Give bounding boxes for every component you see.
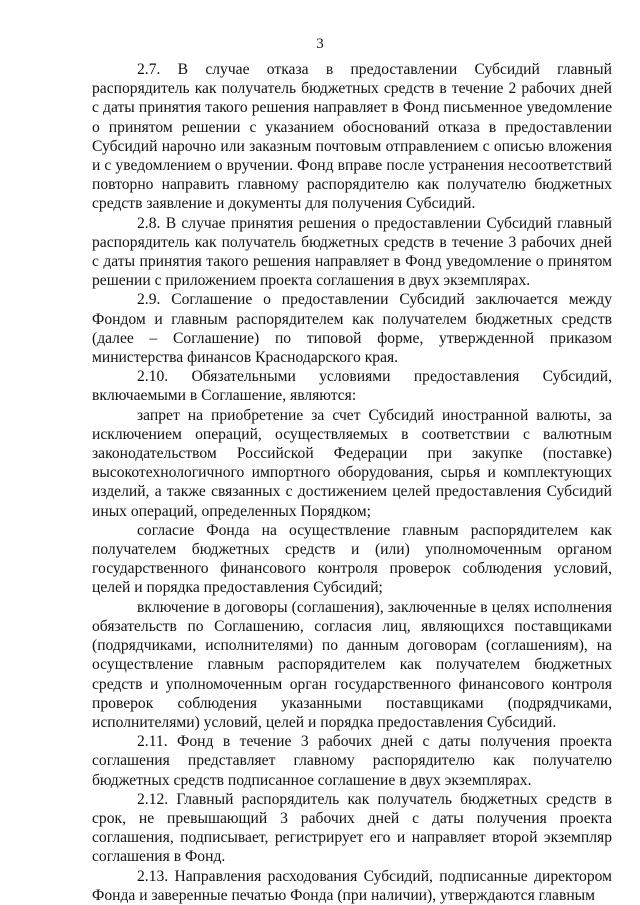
paragraph-2-8: 2.8. В случае принятия решения о предоставлении Субсидий главный распорядитель как получатель бюджетных средств в течение 3 рабочих дней с даты принятия такого решения направляет в Фонд уведомление о принятом решении с приложением проекта соглашения в двух экземплярах. bbox=[92, 214, 612, 290]
condition-currency-ban: запрет на приобретение за счет Субсидий иностранной валюты, за исключением операций, осуществляемых в соответствии с валютным законодательством Российской Федерации при закупке (поставке) высокотехнологичного импортного оборудования, сырья и комплектующих изделий, а также связанных с достижением целей предоставления Субсидий иных операций, определенных Порядком; bbox=[92, 406, 612, 520]
paragraph-2-11: 2.11. Фонд в течение 3 рабочих дней с даты получения проекта соглашения представляет главному распорядителю как получателю бюджетных средств подписанное соглашение в двух экземплярах. bbox=[92, 733, 612, 789]
paragraph-2-7: 2.7. В случае отказа в предоставлении Субсидий главный распорядитель как получатель бюджетных средств в течение 2 рабочих дней с даты принятия такого решения направляет в Фонд письменное уведомление о принятом решении с указанием обоснований отказа в предоставлении Субсидий нарочно или заказным почтовым отправлением с описью вложения и с уведомлением о вручении. Фонд вправе после устранения несоответствий повторно направить главному распорядителю как получателю бюджетных средств заявление и документы для получения Субсидий. bbox=[92, 61, 612, 213]
paragraph-2-12: 2.12. Главный распорядитель как получатель бюджетных средств в срок, не превышающий 3 рабочих дней с даты получения проекта соглашения, подписывает, регистрирует его и направляет второй экземпляр соглашения в Фонд. bbox=[92, 790, 612, 866]
paragraph-2-13: 2.13. Направления расходования Субсидий, подписанные директором Фонда и заверенные печатью Фонда (при наличии), утверждаются главным bbox=[92, 867, 612, 904]
condition-contractor-consent: включение в договоры (соглашения), заключенные в целях исполнения обязательств по Соглашению, согласия лиц, являющихся поставщиками (подрядчиками, исполнителями) по данным договорам (соглашениям), на осуществление главным распорядителем как получателем бюджетных средств и уполномоченным орган государственного финансового контроля проверок соблюдения указанными поставщиками (подрядчиками, исполнителями) условий, целей и порядка предоставления Субсидий. bbox=[92, 598, 612, 731]
page-number: 3 bbox=[316, 36, 324, 52]
paragraph-2-10: 2.10. Обязательными условиями предоставления Субсидий, включаемыми в Соглашение, являются: bbox=[92, 368, 612, 405]
document-body bbox=[92, 60, 612, 905]
condition-control-consent: согласие Фонда на осуществление главным распорядителем как получателем бюджетных средств и (или) уполномоченным органом государственного финансового контроля проверок соблюдения условий, целей и порядка предоставления Субсидий; bbox=[92, 521, 612, 597]
paragraph-2-9: 2.9. Соглашение о предоставлении Субсидий заключается между Фондом и главным распорядителем как получателем бюджетных средств (далее – Соглашение) по типовой форме, утвержденной приказом министерства финансов Краснодарского края. bbox=[92, 291, 612, 367]
